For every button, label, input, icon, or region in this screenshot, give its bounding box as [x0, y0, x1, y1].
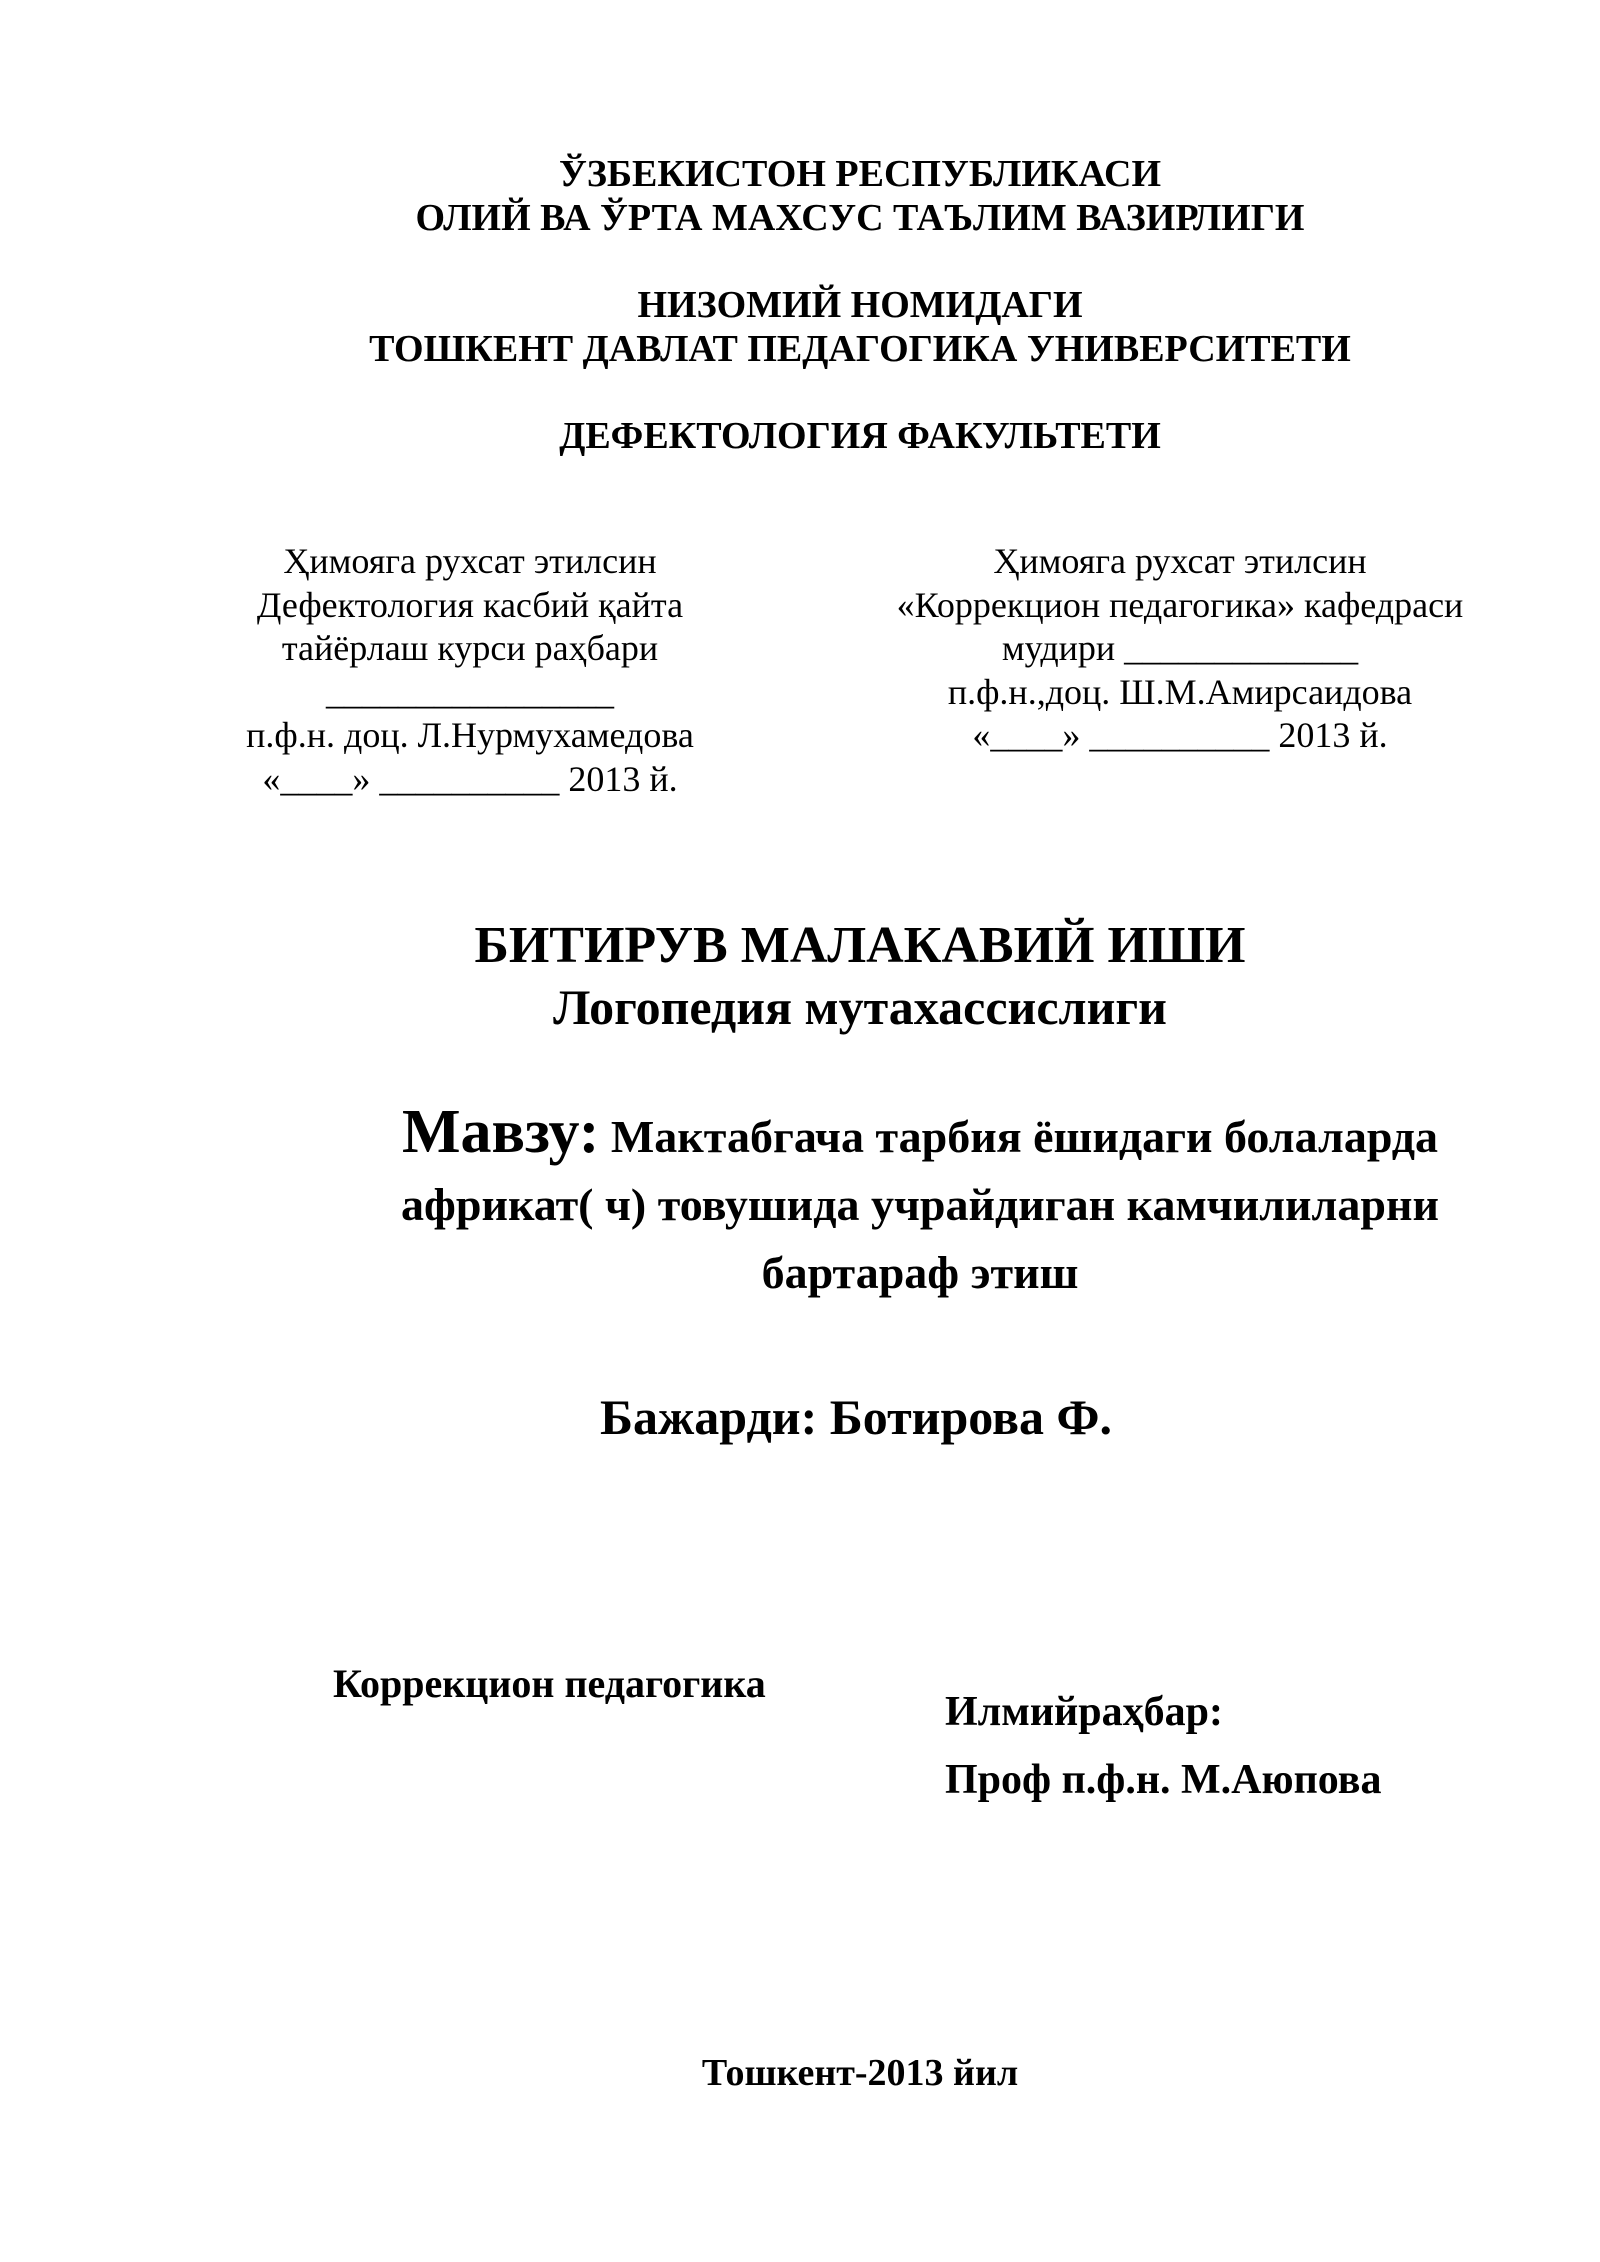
header-ministry-block	[0, 152, 1600, 240]
performer-label: Бажарди	[600, 1389, 801, 1445]
approval-right	[830, 540, 1530, 758]
approval-right-line: мудири _____________	[1001, 628, 1359, 668]
approval-right-line: п.ф.н.,доц. Ш.М.Амирсаидова	[947, 671, 1413, 712]
work-title: БИТИРУВ МАЛАКАВИЙ ИШИ	[474, 917, 1246, 974]
approval-left-line: Ҳимояга рухсат этилсин	[283, 541, 657, 581]
department: Коррекцион педагогика	[333, 1661, 766, 1706]
topic-text: Мактабгача тарбия ёшидаги болаларда африкат( ч) товушида учрайдиган камчилиларни бартараф этиш	[401, 1111, 1439, 1298]
supervisor-label: Илмийраҳбар:	[945, 1689, 1223, 1735]
header-university-block	[0, 283, 1600, 371]
performer-name: : Ботирова Ф.	[800, 1389, 1112, 1445]
footer-city-year: Тошкент-2013 йил	[701, 2052, 1019, 2094]
approval-left-line: п.ф.н. доц. Л.Нурмухамедова	[246, 715, 694, 755]
header-ministry: ОЛИЙ ВА ЎРТА МАХСУС ТАЪЛИМ ВАЗИРЛИГИ	[415, 197, 1305, 239]
approval-left-line: тайёрлаш курси раҳбари	[281, 628, 659, 668]
header-university: ТОШКЕНТ ДАВЛАТ ПЕДАГОГИКА УНИВЕРСИТЕТИ	[369, 328, 1351, 370]
header-republic: ЎЗБЕКИСТОН РЕСПУБЛИКАСИ	[558, 153, 1162, 195]
header-faculty: ДЕФЕКТОЛОГИЯ ФАКУЛЬТЕТИ	[559, 415, 1161, 457]
header-faculty-block	[0, 414, 1600, 458]
topic-block	[340, 1098, 1500, 1307]
header-named-after: НИЗОМИЙ НОМИДАГИ	[637, 284, 1083, 326]
approval-right-line: «Коррекцион педагогика» кафедраси	[896, 584, 1464, 625]
topic-label: Мавзу:	[401, 1098, 600, 1166]
approval-right-line: Ҳимояга рухсат этилсин	[993, 541, 1367, 581]
approval-left	[170, 540, 770, 801]
approval-right-date: «____» __________ 2013 й.	[972, 715, 1388, 755]
work-specialty: Логопедия мутахассислиги	[553, 979, 1167, 1035]
approval-left-date: «____» __________ 2013 й.	[262, 758, 678, 799]
supervisor-block	[945, 1678, 1381, 1814]
approval-left-signature-line: ________________	[326, 671, 614, 712]
supervisor-name: Проф п.ф.н. М.Аюпова	[945, 1757, 1382, 1803]
approval-left-line: Дефектология касбий қайта	[256, 584, 684, 625]
performer-block	[600, 1387, 1112, 1447]
